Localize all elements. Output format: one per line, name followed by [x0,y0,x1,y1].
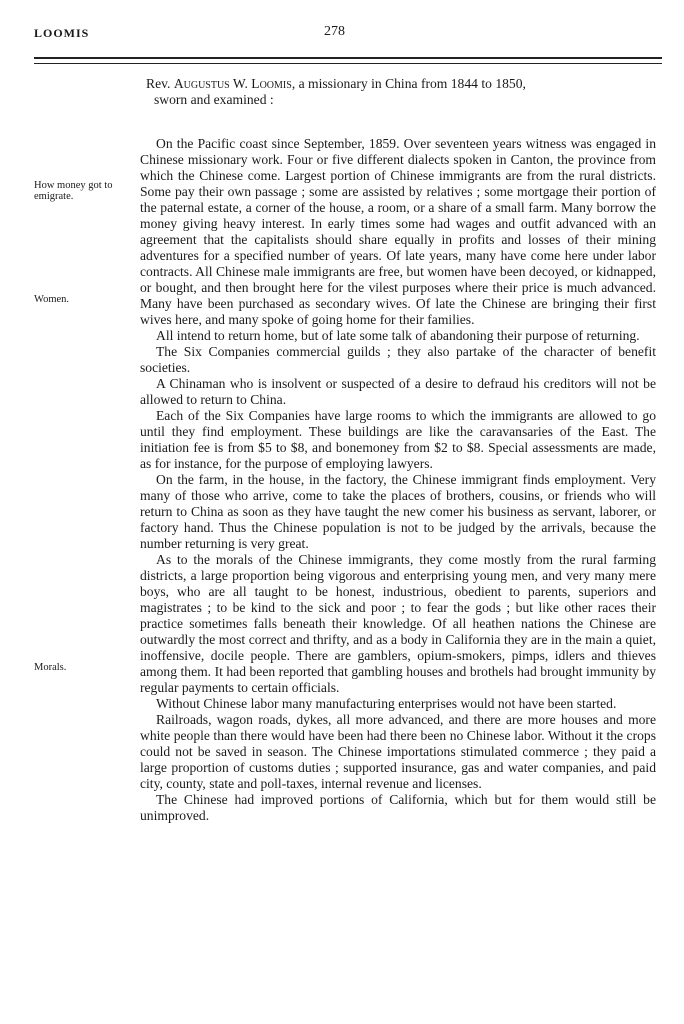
intro-prefix: Rev. [146,76,174,91]
body-text [140,76,656,824]
margin-note-morals: Morals. [34,662,67,673]
margin-note-emigrate: How money got to emigrate. [34,180,113,202]
paragraph: On the Pacific coast since September, 1859. Over seventeen years witness was engaged in Chinese missionary work. Four or five different dialects spoken in Canton, the province from which the Chinese come. Largest portion of Chinese immigrants are from the rural districts. Some pay their own passage ; some are assisted by relatives ; some mortgage their portion of the paternal estate, a corner of the house, a room, or a share of a small farm. Many borrow the money giving heavy interest. In early times some had wages and outfit advanced with an agreement that the capitalists should share equally in profits and losses of their mining adventures for a specified number of years. Of late years, many have come here under labor contracts. All Chinese male immigrants are free, but women have been decoyed, or kidnapped, or bought, and then brought here for the vilest purposes where their price is much advanced. Many have been purchased as secondary wives. Of late the Chinese are bringing their first wives here, and many spoke of going home for their families. [140,136,656,327]
running-head: LOOMIS [34,26,90,40]
paragraph: Railroads, wagon roads, dykes, all more advanced, and there are more houses and more white people than there would have been had there been no Chinese labor. Without it the crops could not be saved in season. The Chinese importations stimulated commerce ; they paid a large proportion of customs duties ; supported insurance, gas and water companies, and paid city, county, state and poll-taxes, internal revenue and licenses. [140,712,656,791]
paragraph: On the farm, in the house, in the factory, the Chinese immigrant finds employment. Very many of those who arrive, come to take the places of brothers, cousins, or friends who will return to China as soon as they have taught the new comer his business as servant, laborer, or factory hand. Thus the Chinese population is not to be judged by the arrivals, because the number returning is very great. [140,472,656,551]
witness-intro [140,76,656,108]
paragraph: Without Chinese labor many manufacturing enterprises would not have been started. [156,696,617,711]
paragraph: All intend to return home, but of late some talk of abandoning their purpose of returning. [156,328,640,343]
witness-name: Augustus W. Loomis [173,76,292,91]
intro-line-2: sworn and examined : [154,92,274,107]
header-rule-top [34,57,662,59]
header-rule-bottom [34,63,662,64]
paragraph: A Chinaman who is insolvent or suspected of a desire to defraud his creditors will not be allowed to return to China. [140,376,656,407]
margin-note-women: Women. [34,294,70,305]
paragraph: The Chinese had improved portions of California, which but for them would still be unimproved. [140,792,656,823]
intro-rest: , a missionary in China from 1844 to 1850, [291,76,526,91]
page-number: 278 [324,24,345,39]
paragraph: Each of the Six Companies have large rooms to which the immigrants are allowed to go until they find employment. These buildings are like the caravansaries of the East. The initiation fee is from $5 to $8, and bonemoney from $2 to $8. Special assessments are made, as for instance, for the purpose of employing lawyers. [140,408,656,471]
paragraph: As to the morals of the Chinese immigrants, they come mostly from the rural farming districts, a large proportion being vigorous and enterprising young men, and very many mere boys, who are all taught to be honest, industrious, obedient to parents, superiors and magistrates ; to be kind to the sick and poor ; to fear the gods ; but like other races their practice sometimes falls beneath their knowledge. Of all heathen nations the Chinese are outwardly the most correct and thrifty, and as a body in California they are in the main a quiet, inoffensive, docile people. There are gamblers, opium-smokers, pimps, idlers and thieves among them. It had been reported that gambling houses and brothels had brought immunity by regular payments to certain officials. [140,552,656,695]
paragraph: The Six Companies commercial guilds ; they also partake of the character of benefit societies. [140,344,656,375]
